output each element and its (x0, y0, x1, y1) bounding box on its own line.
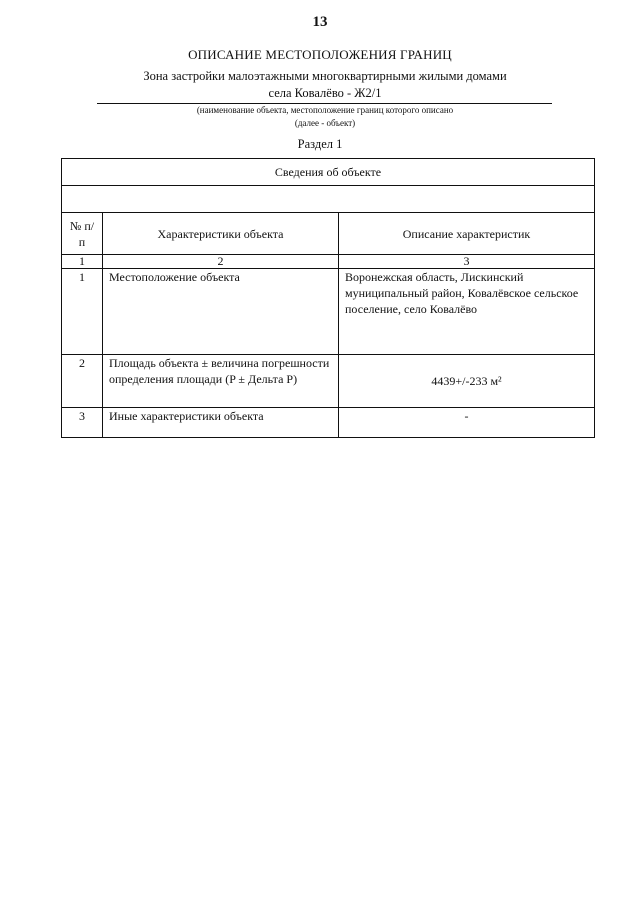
caption-line-2: (далее - объект) (294, 118, 356, 128)
document-title: ОПИСАНИЕ МЕСТОПОЛОЖЕНИЯ ГРАНИЦ (188, 47, 452, 62)
table-row (62, 269, 595, 355)
row-2-description: 4439+/-233 м² (339, 355, 595, 408)
table-spacer-cell (62, 186, 595, 213)
object-name-caption (100, 104, 550, 130)
table-title-row (62, 159, 595, 186)
object-name-line-2: села Ковалёво - Ж2/1 (268, 86, 382, 100)
row-2-num: 2 (62, 355, 103, 408)
table-row (62, 355, 595, 408)
object-name (100, 68, 550, 102)
column-number-row (62, 255, 595, 269)
object-name-line-1: Зона застройки малоэтажными многоквартирными жилыми домами (143, 69, 507, 83)
caption-line-1: (наименование объекта, местоположение границ которого описано (196, 105, 454, 115)
column-number-3: 3 (339, 255, 595, 269)
header-description: Описание характеристик (339, 213, 595, 255)
row-3-num: 3 (62, 408, 103, 438)
row-1-characteristic: Местоположение объекта (103, 269, 339, 355)
row-2-characteristic: Площадь объекта ± величина погрешности определения площади (P ± Дельта P) (103, 355, 339, 408)
table-spacer-row (62, 186, 595, 213)
table-row (62, 408, 595, 438)
table-title: Сведения об объекте (62, 159, 595, 186)
section-title: Раздел 1 (297, 137, 343, 151)
row-1-description: Воронежская область, Лискинский муниципальный район, Ковалёвское сельское поселение, село Ковалёво (339, 269, 595, 355)
row-3-description: - (339, 408, 595, 438)
table-header-row (62, 213, 595, 255)
header-characteristic: Характеристики объекта (103, 213, 339, 255)
page-number: 13 (312, 14, 328, 30)
column-number-2: 2 (103, 255, 339, 269)
header-num: № п/п (62, 213, 103, 255)
row-3-characteristic: Иные характеристики объекта (103, 408, 339, 438)
object-info-table (61, 158, 595, 438)
row-1-num: 1 (62, 269, 103, 355)
column-number-1: 1 (62, 255, 103, 269)
